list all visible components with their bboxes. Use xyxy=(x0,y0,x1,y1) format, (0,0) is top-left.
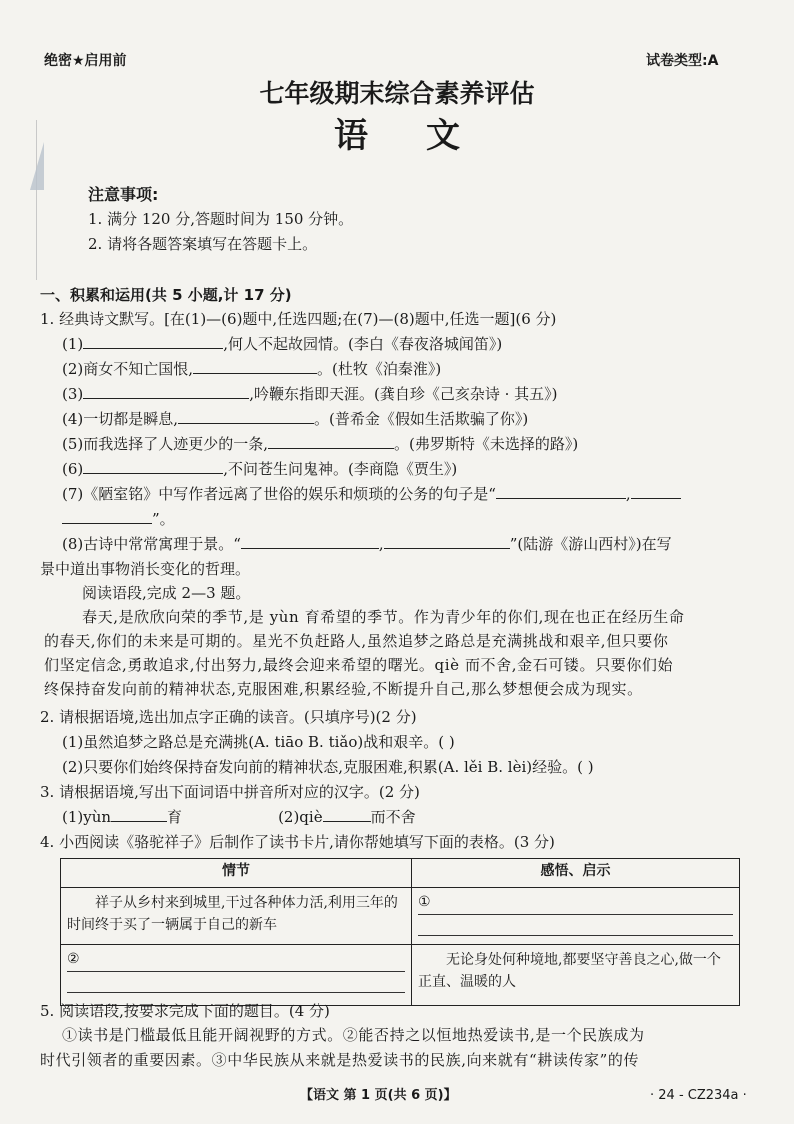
q1-item-5-post: 。(弗罗斯特《未选择的路》) xyxy=(394,435,579,453)
q3-stem: 3. 请根据语境,写出下面词语中拼音所对应的汉字。(2 分) xyxy=(40,783,420,801)
q3-b-post: 而不舍 xyxy=(370,808,416,826)
q5-line-1: ①读书是门槛最低且能开阔视野的方式。②能否持之以恒地热爱读书,是一个民族成为 xyxy=(62,1026,645,1044)
q1-item-1 xyxy=(62,333,502,354)
exam-title: 七年级期末综合素养评估 xyxy=(259,79,535,108)
footer-code: · 24 - CZ234a · xyxy=(650,1088,747,1103)
passage-line-1: 春天,是欣欣向荣的季节,是 yùn 育希望的季节。作为青少年的你们,现在也正在经历生命 xyxy=(82,608,685,626)
q1-item-5-pre: (5)而我选择了人迹更少的一条, xyxy=(62,435,269,453)
answer-blank[interactable] xyxy=(268,434,394,449)
q1-item-1-pre: (1) xyxy=(62,335,84,353)
section1-heading: 一、积累和运用(共 5 小题,计 17 分) xyxy=(40,286,292,304)
q5-stem: 5. 阅读语段,按要求完成下面的题目。(4 分) xyxy=(40,1002,330,1020)
answer-blank[interactable] xyxy=(83,459,223,474)
note-item-1: 1. 满分 120 分,答题时间为 150 分钟。 xyxy=(88,210,354,228)
q1-item-2-post: 。(杜牧《泊秦淮》) xyxy=(317,360,442,378)
answer-blank[interactable] xyxy=(193,359,317,374)
answer-blank[interactable] xyxy=(178,409,314,424)
q1-item-4 xyxy=(62,408,528,429)
q1-item-1-post: ,何人不起故园情。(李白《春夜洛城闻笛》) xyxy=(223,335,503,353)
row1-insight-marker: ① xyxy=(418,894,431,910)
row2-plot-cell[interactable] xyxy=(61,945,412,1006)
answer-blank[interactable] xyxy=(496,484,626,499)
q3-a-post: 育 xyxy=(167,808,183,826)
notes-heading: 注意事项: xyxy=(88,185,159,204)
paper-type-label: 试卷类型:A xyxy=(646,53,719,69)
q1-item-5 xyxy=(62,433,578,454)
answer-blank[interactable] xyxy=(62,509,152,524)
col-plot-header: 情节 xyxy=(61,859,412,888)
answer-blank[interactable] xyxy=(111,807,167,822)
q1-item-4-pre: (4)一切都是瞬息, xyxy=(62,410,179,428)
answer-blank[interactable] xyxy=(83,334,223,349)
row1-plot: 祥子从乡村来到城里,干过各种体力活,利用三年的时间终于买了一辆属于自己的新车 xyxy=(61,888,412,945)
answer-blank[interactable] xyxy=(83,384,249,399)
footer-page-info: 【语文 第 1 页(共 6 页)】 xyxy=(300,1088,457,1103)
reading-intro: 阅读语段,完成 2—3 题。 xyxy=(82,584,251,602)
passage-line-4: 终保持奋发向前的精神状态,克服困难,积累经验,不断提升自己,那么梦想便会成为现实。 xyxy=(44,680,643,698)
answer-blank[interactable] xyxy=(241,534,379,549)
q1-item-4-post: 。(普希金《假如生活欺骗了你》) xyxy=(314,410,529,428)
q5-line-2: 时代引领者的重要因素。③中华民族从来就是热爱读书的民族,向来就有“耕读传家”的传 xyxy=(40,1051,640,1069)
passage-line-2: 的春天,你们的未来是可期的。星光不负赶路人,虽然追梦之路总是充满挑战和艰辛,但只要你 xyxy=(44,632,669,650)
q2-b: (2)只要你们始终保持奋发向前的精神状态,克服困难,积累(A. lěi B. lèi)经验。( ) xyxy=(62,758,594,776)
row2-insight: 无论身处何种境地,都要坚守善良之心,做一个正直、温暖的人 xyxy=(412,945,740,1006)
q1-item-7-comma: , xyxy=(625,485,631,503)
q1-item-7-end: ”。 xyxy=(152,510,175,528)
col-insight-header: 感悟、启示 xyxy=(412,859,740,888)
q3-a-pre: (1)yùn xyxy=(62,808,112,826)
q1-item-3-pre: (3) xyxy=(62,385,84,403)
q1-item-8 xyxy=(62,533,672,554)
q1-item-8-pre: (8)古诗中常常寓理于景。“ xyxy=(62,535,241,553)
q1-item-8-comma: , xyxy=(378,535,384,553)
q1-stem: 1. 经典诗文默写。[在(1)—(6)题中,任选四题;在(7)—(8)题中,任选一题](6 分) xyxy=(40,310,557,328)
q1-item-6-pre: (6) xyxy=(62,460,84,478)
q3-b-pre: (2)qiè xyxy=(278,808,323,826)
q1-item-6-post: ,不问苍生问鬼神。(李商隐《贾生》) xyxy=(223,460,458,478)
q2-a: (1)虽然追梦之路总是充满挑(A. tiāo B. tiǎo)战和艰辛。( ) xyxy=(62,733,455,751)
q1-item-2 xyxy=(62,358,441,379)
q1-item-7-pre: (7)《陋室铭》中写作者远离了世俗的娱乐和烦琐的公务的句子是“ xyxy=(62,485,496,503)
answer-blank[interactable] xyxy=(384,534,510,549)
q1-item-7 xyxy=(62,483,681,504)
row2-plot-marker: ② xyxy=(67,951,80,967)
q1-item-3 xyxy=(62,383,558,404)
q1-item-2-pre: (2)商女不知亡国恨, xyxy=(62,360,194,378)
q4-stem: 4. 小西阅读《骆驼祥子》后制作了读书卡片,请你帮她填写下面的表格。(3 分) xyxy=(40,833,555,851)
q1-item-8-line2: 景中道出事物消长变化的哲理。 xyxy=(40,560,251,578)
answer-blank[interactable] xyxy=(631,484,681,499)
note-item-2: 2. 请将各题答案填写在答题卡上。 xyxy=(88,235,318,253)
confidential-label: 绝密★启用前 xyxy=(44,53,127,69)
answer-blank[interactable] xyxy=(323,807,371,822)
q3-items xyxy=(62,806,416,827)
passage-line-3: 们坚定信念,勇敢追求,付出努力,最终会迎来希望的曙光。qiè 而不舍,金石可镂。只要你们始 xyxy=(44,656,674,674)
exam-subject: 语文 xyxy=(334,116,518,156)
row1-insight-cell[interactable] xyxy=(412,888,740,945)
reading-card-table xyxy=(60,858,740,1006)
q1-item-3-post: ,吟鞭东指即天涯。(龚自珍《己亥杂诗 · 其五》) xyxy=(249,385,558,403)
q2-stem: 2. 请根据语境,选出加点字正确的读音。(只填序号)(2 分) xyxy=(40,708,417,726)
q1-item-7-cont xyxy=(62,508,175,529)
q1-item-8-post: ”(陆游《游山西村》)在写 xyxy=(509,535,672,553)
q1-item-6 xyxy=(62,458,457,479)
